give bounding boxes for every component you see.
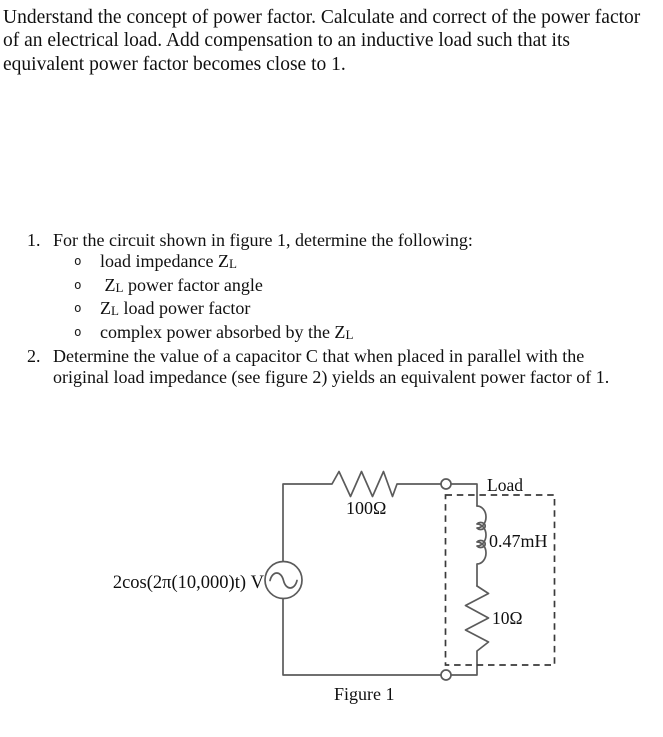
inductor-symbol xyxy=(477,506,486,586)
bullet-text: load impedance ZL xyxy=(100,250,237,271)
intro-line-1: Understand the concept of power factor. Calculate and correct of the power factor xyxy=(3,7,641,28)
voltage-source-label: 2cos(2π(10,000)t) V xyxy=(112,573,264,593)
bullet-text: ZL power factor angle xyxy=(100,274,263,295)
subscript-L: L xyxy=(115,279,124,295)
bullet-marker-icon: o xyxy=(74,300,82,316)
bullet-text: ZL load power factor xyxy=(100,298,251,319)
intro-line-2: of an electrical load. Add compensation to an inductive load such that its xyxy=(3,30,570,52)
list-item-2-line-1: Determine the value of a capacitor C that when placed in parallel with the xyxy=(53,345,585,366)
figure-caption: Figure 1 xyxy=(334,684,395,704)
wire-bottom-and-left xyxy=(283,598,441,675)
series-resistor-label: 100Ω xyxy=(346,498,387,518)
subscript-L: L xyxy=(345,327,354,343)
bullet-marker-icon: o xyxy=(74,324,82,340)
list-item-2-line-2: original load impedance (see figure 2) yields an equivalent power factor of 1. xyxy=(53,366,610,387)
terminal-bottom-icon xyxy=(441,670,451,680)
bullet-marker-icon: o xyxy=(74,252,82,268)
load-resistor-label: 10Ω xyxy=(492,608,523,628)
bullet-text: complex power absorbed by the ZL xyxy=(100,322,354,343)
load-box-label: Load xyxy=(487,475,523,495)
intro-line-3: equivalent power factor becomes close to 1. xyxy=(3,53,346,75)
list-item-1-number: 1. xyxy=(27,230,41,250)
list-item-1-text: For the circuit shown in figure 1, determine the following: xyxy=(53,230,473,250)
terminal-top-icon xyxy=(441,479,451,489)
inductor-label: 0.47mH xyxy=(489,531,548,551)
subscript-L: L xyxy=(228,255,237,271)
load-dashed-box xyxy=(446,495,555,665)
load-resistor-symbol xyxy=(451,586,489,675)
list-item-2-number: 2. xyxy=(27,345,41,366)
bullet-marker-icon: o xyxy=(74,276,82,292)
subscript-L: L xyxy=(111,303,119,319)
